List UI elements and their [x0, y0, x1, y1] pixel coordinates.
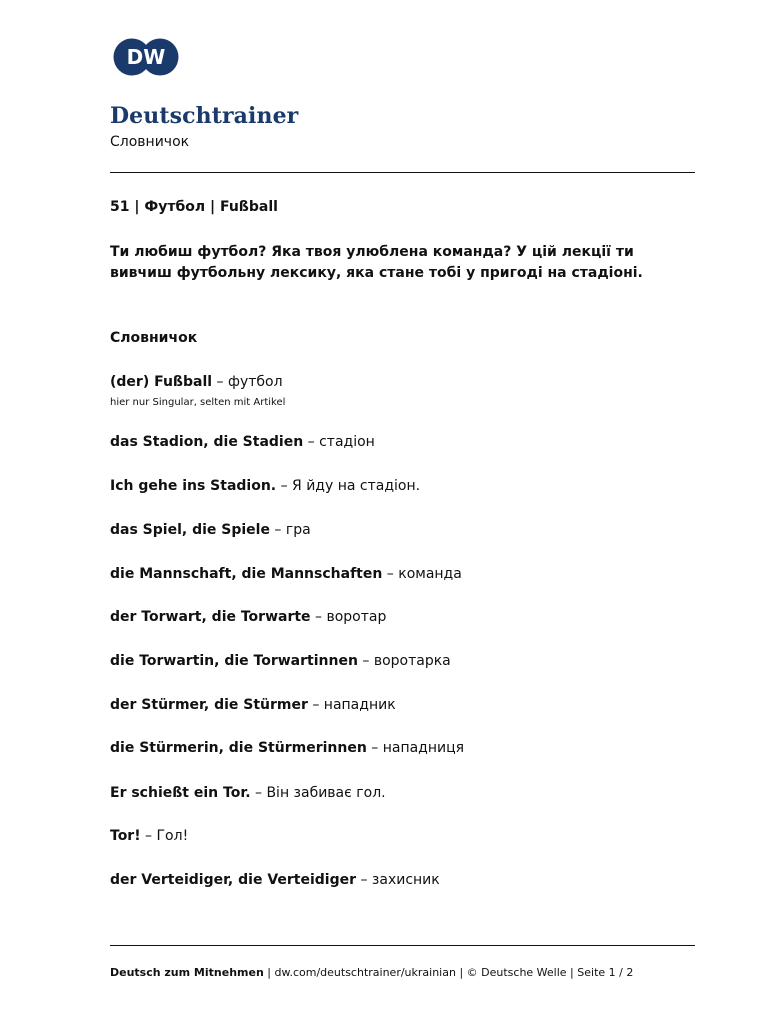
vocab-entry: Er schießt ein Tor. – Він забиває гол.	[110, 785, 386, 801]
footer-info: dw.com/deutschtrainer/ukrainian | © Deutsche Welle | Seite 1 / 2	[274, 966, 634, 979]
vocab-translation: футбол	[227, 374, 283, 390]
vocab-translation: команда	[398, 566, 462, 582]
vocab-term: das Spiel, die Spiele	[110, 522, 270, 538]
vocab-entry: der Verteidiger, die Verteidiger – захисник	[110, 872, 440, 888]
dw-logo	[112, 37, 182, 77]
lesson-title: 51 | Футбол | Fußball	[110, 199, 278, 215]
vocab-term: die Torwartin, die Torwartinnen	[110, 653, 358, 669]
vocab-term: der Verteidiger, die Verteidiger	[110, 872, 357, 888]
vocab-term: Er schießt ein Tor.	[110, 785, 251, 801]
page-footer: Deutsch zum Mitnehmen | dw.com/deutschtrainer/ukrainian | © Deutsche Welle | Seite 1 / 2	[110, 966, 634, 979]
brand-title: Deutschtrainer	[110, 103, 299, 129]
vocab-term: (der) Fußball	[110, 374, 213, 390]
vocab-entry: der Stürmer, die Stürmer – нападник	[110, 697, 396, 713]
vocab-entry: die Torwartin, die Torwartinnen – воротарка	[110, 653, 451, 669]
vocab-entry: der Torwart, die Torwarte – воротар	[110, 609, 387, 625]
vocab-term: die Stürmerin, die Stürmerinnen	[110, 740, 367, 756]
footer-series: Deutsch zum Mitnehmen	[110, 966, 264, 979]
vocab-term: Tor!	[110, 828, 141, 844]
vocab-translation: воротар	[326, 609, 387, 625]
vocab-translation: захисник	[371, 872, 440, 888]
footer-divider	[110, 945, 695, 946]
grammar-note: hier nur Singular, selten mit Artikel	[110, 397, 286, 408]
vocab-entry: (der) Fußball – футбол	[110, 374, 283, 390]
vocab-translation: стадіон	[319, 434, 375, 450]
vocab-entry: Tor! – Гол!	[110, 828, 189, 844]
document-subtitle: Словничок	[110, 134, 190, 150]
lesson-intro: Ти любиш футбол? Яка твоя улюблена команда? У цій лекції ти вивчиш футбольну лексику, яка стане тобі у пригоді на стадіоні.	[110, 244, 643, 281]
header-divider	[110, 172, 695, 173]
vocab-entry: das Stadion, die Stadien – стадіон	[110, 434, 375, 450]
vocab-translation: Я йду на стадіон.	[292, 478, 421, 494]
vocab-translation: гра	[285, 522, 311, 538]
vocab-entry: die Stürmerin, die Stürmerinnen – нападниця	[110, 740, 465, 756]
vocab-translation: нападниця	[382, 740, 465, 756]
vocab-translation: воротарка	[373, 653, 451, 669]
vocab-term: das Stadion, die Stadien	[110, 434, 304, 450]
vocab-translation: Гол!	[156, 828, 189, 844]
vocab-translation: Він забиває гол.	[266, 785, 386, 801]
vocab-term: die Mannschaft, die Mannschaften	[110, 566, 383, 582]
section-heading: Словничок	[110, 330, 198, 346]
vocab-entry: die Mannschaft, die Mannschaften – команда	[110, 566, 462, 582]
vocab-translation: нападник	[323, 697, 396, 713]
vocab-term: Ich gehe ins Stadion.	[110, 478, 277, 494]
vocab-entry: das Spiel, die Spiele – гра	[110, 522, 311, 538]
dw-logo-text: DW	[126, 45, 166, 69]
vocab-entry: Ich gehe ins Stadion. – Я йду на стадіон.	[110, 478, 421, 494]
vocab-term: der Stürmer, die Stürmer	[110, 697, 308, 713]
vocab-term: der Torwart, die Torwarte	[110, 609, 311, 625]
